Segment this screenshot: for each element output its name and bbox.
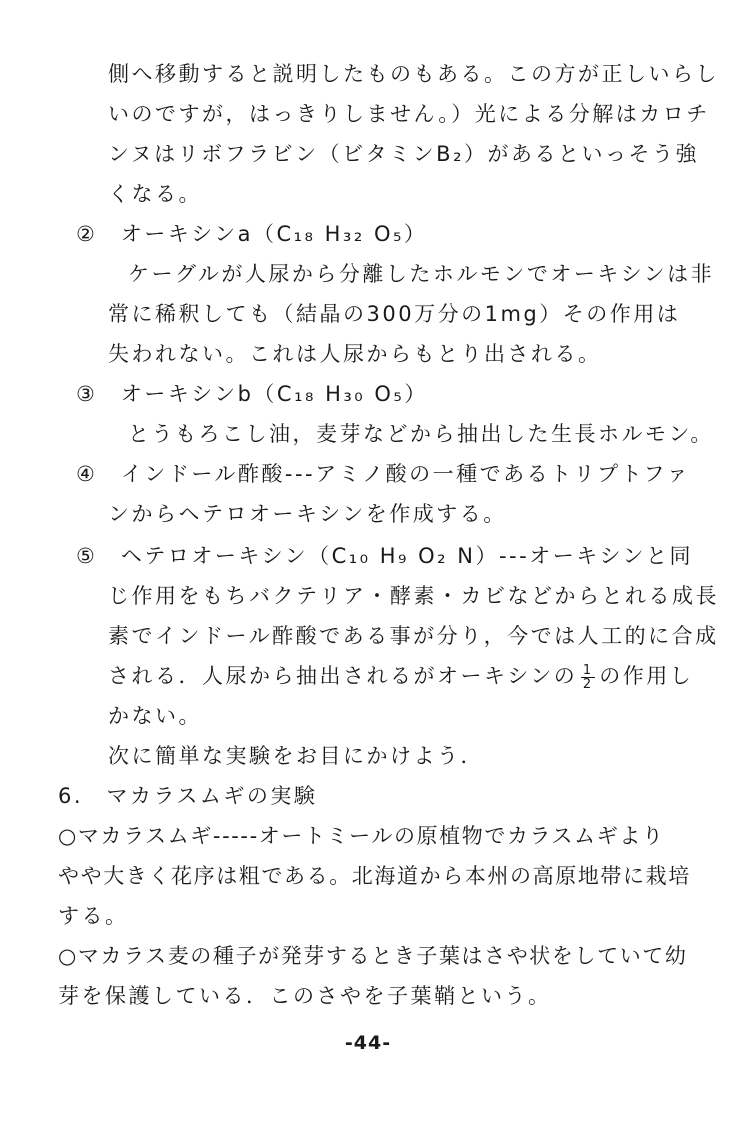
text-line: ンからヘテロオーキシンを作成する。 xyxy=(108,502,507,526)
fraction-one-half xyxy=(581,664,595,691)
text-line: やや大きく花序は粗である。北海道から本州の高原地帯に栽培 xyxy=(58,864,691,888)
fraction-denominator: 2 xyxy=(582,676,594,692)
text-line: 失われない。これは人尿からもとり出される。 xyxy=(108,342,602,366)
text-line: くなる。 xyxy=(108,182,202,206)
text-line: とうもろこし油，麦芽などから抽出した生長ホルモン。 xyxy=(128,422,714,446)
text-line: ケーグルが人尿から分離したホルモンでオーキシンは非 xyxy=(128,262,715,286)
text-line: いのですが，はっきりしません。）光による分解はカロチ xyxy=(108,102,710,126)
text-line: ○マカラスムギ-----オートミールの原植物でカラスムギより xyxy=(58,824,665,848)
text-line: じ作用をもちバクテリア・酵素・カビなどからとれる成長 xyxy=(108,584,719,608)
page-number: -44- xyxy=(344,1032,392,1054)
text-line: 芽を保護している．このさやを子葉鞘という。 xyxy=(58,984,552,1008)
text-line-with-fraction xyxy=(108,662,693,691)
text-segment: の作用し xyxy=(599,664,694,688)
text-segment: される．人尿から抽出されるがオーキシンの xyxy=(108,664,578,688)
section-heading: 6. マカラスムギの実験 xyxy=(58,784,318,808)
text-line: 側へ移動すると説明したものもある。この方が正しいらし xyxy=(108,62,719,86)
text-line: 次に簡単な実験をお目にかけよう． xyxy=(108,744,484,768)
text-line: ンヌはリボフラビン（ビタミンB₂）があるといっそう強 xyxy=(108,142,699,166)
text-line: 常に稀釈しても（結晶の300万分の1mg）その作用は xyxy=(108,302,681,326)
list-item-2: ② オーキシンa（C₁₈ H₃₂ O₅） xyxy=(76,222,428,246)
text-line: 素でインドール酢酸である事が分り，今では人工的に合成 xyxy=(108,624,719,648)
text-line: ○マカラス麦の種子が発芽するとき子葉はさや状をしていて幼 xyxy=(58,944,688,968)
fraction-numerator: 1 xyxy=(582,662,594,678)
text-line: かない。 xyxy=(108,704,202,728)
list-item-5: ⑤ ヘテロオーキシン（C₁₀ H₉ O₂ N）---オーキシンと同 xyxy=(76,544,693,568)
text-line: する。 xyxy=(58,904,129,928)
list-item-4: ④ インドール酢酸---アミノ酸の一種であるトリプトファ xyxy=(76,462,691,486)
list-item-3: ③ オーキシンb（C₁₈ H₃₀ O₅） xyxy=(76,382,428,406)
